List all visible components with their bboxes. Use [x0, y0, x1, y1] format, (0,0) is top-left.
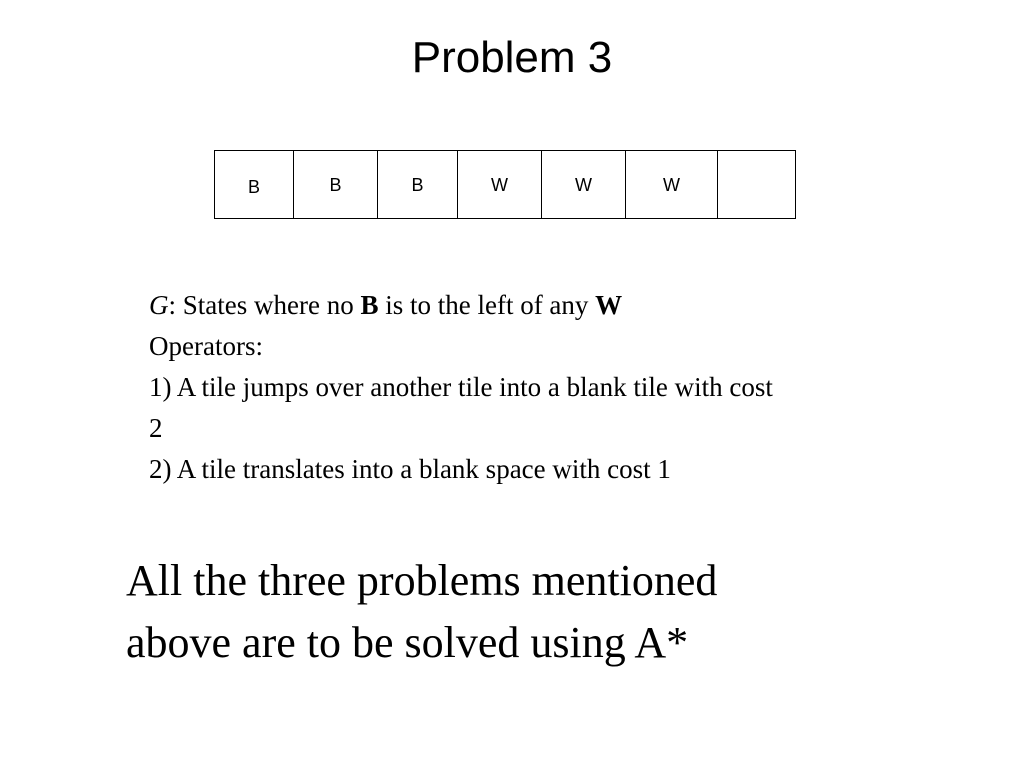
- operators-label: Operators:: [149, 331, 263, 361]
- closing-note: [126, 550, 926, 674]
- tile-4: [458, 151, 542, 218]
- tile-6-label: W: [663, 175, 680, 195]
- goal-line: [149, 285, 969, 326]
- goal-b: B: [360, 290, 379, 320]
- slide-title: Problem 3: [411, 33, 613, 82]
- operator-1-line-2: 2: [149, 413, 163, 443]
- tile-1: [215, 151, 294, 218]
- goal-text-2: is to the left of any: [378, 290, 596, 320]
- goal-w: W: [595, 290, 623, 320]
- tile-1-label: B: [247, 177, 260, 197]
- note-line-2: above are to be solved using A*: [126, 618, 689, 667]
- operator-1-line-1: 1) A tile jumps over another tile into a blank tile with cost: [149, 372, 773, 402]
- tile-2: [294, 151, 378, 218]
- operator-2: 2) A tile translates into a blank space with cost 1: [149, 454, 671, 484]
- tile-2-label: B: [329, 175, 342, 195]
- problem-description: [149, 285, 969, 490]
- tile-row: [214, 150, 796, 219]
- note-line-1: All the three problems mentioned: [126, 556, 718, 605]
- goal-text-1: : States where no: [168, 290, 361, 320]
- tile-6: [626, 151, 718, 218]
- tile-5-label: W: [575, 175, 592, 195]
- goal-symbol: G: [149, 290, 169, 320]
- tile-4-label: W: [491, 175, 508, 195]
- tile-3-label: B: [411, 175, 424, 195]
- tile-3: [378, 151, 458, 218]
- tile-5: [542, 151, 626, 218]
- tile-blank: [718, 151, 795, 218]
